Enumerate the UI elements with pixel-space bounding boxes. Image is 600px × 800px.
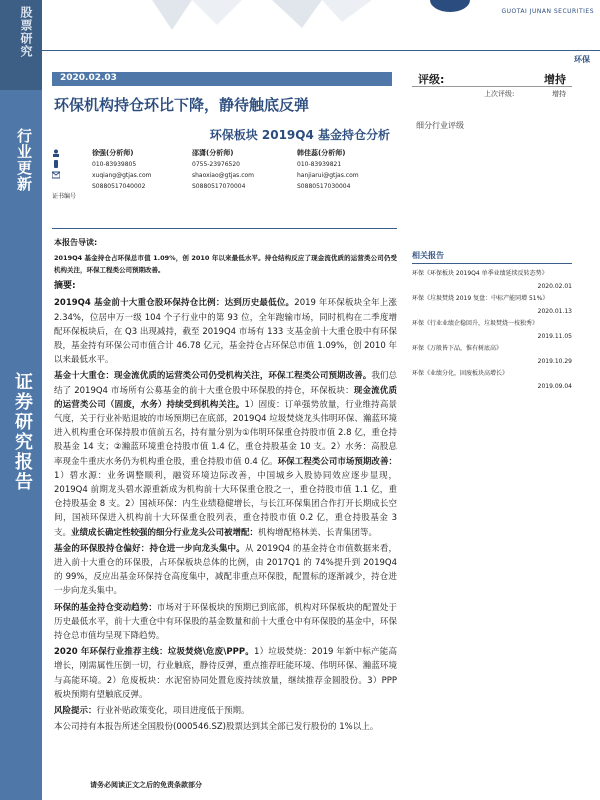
report-title: 环保机构持仓环比下降，静待触底反弹 [54, 96, 310, 114]
paragraph-text: 1）固废：订单强势放量，行业维持高景气度，关于行业补贴退坡的市场预期已在底部，2019Q4 垃圾焚烧龙头伟明环保、瀚蓝环境进入机构重仓环保持股市值前五名，持有量分别为①伟明环保重仓持股市值 2.8 亿，重仓持股基金 14 支；②瀚蓝环境重仓持股市值 1.4 亿，重仓持股基金 10 支。2）水务：高股息率现金牛重庆水务仍为机构重仓股，重仓持股市值 0.4 亿。 [54, 399, 397, 467]
paragraph: 本公司持有本报告所述全国股份(000546.SZ)股票达到其全部已发行股份的 1%以上。 [54, 722, 379, 733]
sidebar-middle-label: 行业更新 [15, 128, 33, 192]
report-body [54, 236, 397, 737]
analyst-card [297, 148, 407, 192]
report-subtitle: 环保板块 2019Q4 基金持仓分析 [209, 128, 390, 142]
related-report-date: 2019.09.04 [537, 383, 572, 390]
rating-divider [412, 86, 572, 87]
related-report-date: 2019.10.29 [537, 358, 572, 365]
paragraph-lead: 环保的基金持仓变动趋势： [54, 602, 157, 613]
paragraph-emphasis: 现金流优质的运营类公司（固废，水务）持续受到机构关注。 [54, 385, 397, 410]
rating-box [412, 66, 572, 102]
related-report-date: 2020.01.13 [537, 308, 572, 315]
paragraph-text: 从 2019Q4 的基金持仓市值数据来看，进入前十大重仓的环保股，占环保板块总体的比例，由 2017Q1 的 74%提升到 2019Q4 的 99%，反应出基金环保持仓高度集中，减配非重点环保股，配置标的逐渐减少，持仓进一步向龙头集中。 [54, 543, 397, 597]
paragraph-text: 1）碧水源：业务调整顺利，融资环境边际改善，中国城乡入股协同效应逐步显现，2019Q4 前期龙头碧水源重新成为机构前十大环保重仓股之一，重仓持股市值 1.1 亿，重仓持股基金 8 支。2）国祯环保：内生业绩稳健增长，与长江环保集团合作打开长期成长空间，国祯环保进入机构前十大环保重仓股列表，重仓持股市值 0.2 亿，重仓持股基金 3 支。 [54, 470, 397, 538]
related-reports [412, 250, 572, 393]
company-logo [430, 0, 600, 24]
related-report-item[interactable]: 环保《业绩分化，固废板块高增长》 [412, 370, 509, 377]
paragraph-text: 行业补贴政策变化，项目进度低于预期。 [96, 706, 250, 717]
paragraph-lead: 基金十大重仓：现金流优质的运营类公司仍受机构关注，环保工程类公司预期改善。 [54, 371, 372, 382]
report-date: 2020.02.03 [60, 73, 117, 83]
rating-label: 评级: [418, 73, 445, 86]
related-report-item[interactable]: 环保《万般皆下品，惟有树底高》 [412, 345, 503, 352]
paragraph-lead: 基金的环保股持仓偏好：持仓进一步向龙头集中。 [54, 543, 245, 554]
paragraph-emphasis: 环保工程类公司市场预期改善： [277, 456, 397, 467]
paragraph [54, 369, 397, 539]
paragraph-text: 我们总结了 2019Q4 市场所有公募基金的前十大重仓股中环保股的持仓，环保板块： [54, 371, 397, 396]
paragraph-lead: 风险提示： [54, 706, 97, 717]
related-report-item[interactable]: 环保《垃圾焚烧 2019 复盘：中标产能同增 51%》 [412, 295, 549, 302]
sidebar-top-label: 股票研究 [19, 6, 33, 58]
analyst-name: 徐强(分析师) [92, 149, 134, 157]
analyst-cert: S0880517040002 [92, 183, 146, 190]
sidebar [0, 0, 42, 800]
guide-text: 2019Q4 基金持仓占环保总市值 1.09%，创 2010 年以来最低水平。持仓结构反应了现金流优质的运营类公司仍受机构关注，环保工程类公司预期改善。 [54, 254, 397, 275]
rating-value: 增持 [544, 73, 566, 86]
guide-title: 本报告导读: [54, 238, 98, 247]
company-brand: GUOTAI JUNAN SECURITIES [501, 8, 594, 15]
analyst-email[interactable]: xuqiang@gtjas.com [92, 172, 152, 179]
related-report-item[interactable]: 环保《环保板块 2019Q4 单季业绩延续反转态势》 [412, 270, 548, 277]
analyst-email[interactable]: shaoxiao@gtjas.com [192, 172, 255, 179]
analyst-name: 韩佳蕊(分析师) [297, 149, 346, 157]
sub-industry-rating-label: 细分行业评级 [416, 121, 464, 130]
phone-icon [52, 160, 60, 168]
person-icon [52, 149, 60, 157]
paragraph-text: 2019 年环保板块全年上涨 2.34%，位居申万一级 104 个子行业中的第 93 位，全年跑输市场，同时机构在二季度增配环保板块后，在 Q3 出现减持，截至 2019Q4 市场有 133 支基金前十大重仓股中有环保股，基金持有环保公司市值合计 46.78 亿元，基金持仓占环保总市值 1.09%，创 2010 年以来最低水平。 [54, 298, 397, 366]
related-report-item[interactable]: 环保《行业业绩企稳回升，垃圾焚烧一枝独秀》 [412, 320, 539, 327]
paragraph [54, 601, 397, 644]
analyst-phone: 010-83939821 [297, 161, 342, 168]
paragraph [54, 296, 397, 367]
analyst-email[interactable]: hanjiarui@gtjas.com [297, 172, 359, 179]
footer-disclaimer: 请务必阅读正文之后的免责条款部分 [90, 781, 202, 789]
related-reports-title: 相关报告 [412, 250, 572, 264]
related-report-date: 2019.11.05 [537, 333, 572, 340]
paragraph-emphasis: 业绩成长确定性较强的细分行业龙头公司被增配： [71, 527, 259, 538]
paragraph-lead: 2020 年环保行业推荐主线：垃圾焚烧\危废\PPP。 [54, 647, 254, 658]
cert-label: 证书编号 [52, 193, 77, 200]
paragraph-text: 1）垃圾焚烧：2019 年新中标产能高增长，刚需属性压倒一切，行业触底，静待反弹，重点推荐旺能环境、伟明环保、瀚蓝环境与高能环境。2）危废板块：水泥窑协同处置危废持续放量，继续推荐金圆股份。3）PPP 板块预期有望触底反弹。 [54, 647, 397, 700]
analyst-card [192, 148, 302, 192]
analyst-name: 邵潇(分析师) [192, 149, 234, 157]
paragraph-text: 机构增配格林美、长青集团等。 [258, 527, 378, 538]
sidebar-bottom-label: 证券研究报告 [12, 372, 33, 492]
paragraph [54, 704, 397, 718]
analyst-block [52, 148, 397, 230]
paragraph-text: 市场对于环保板块的预期已到底部，机构对环保板块的配置处于历史最低水平，前十大重仓中有环保股的基金数量和前十大重仓中有环保股的基金中，环保持仓总市值均呈现下降趋势。 [54, 602, 397, 642]
previous-rating-label: 上次评级: [484, 90, 515, 98]
sector-tag: 环保 [574, 55, 590, 64]
analyst-cert: S0880517070004 [192, 183, 246, 190]
header-rule [42, 50, 600, 51]
paragraph [54, 645, 397, 702]
paragraph-lead: 2019Q4 基金前十大重仓股环保持仓比例：达到历史最低位。 [54, 298, 295, 309]
analyst-phone: 0755-23976520 [192, 161, 240, 168]
date-bar [52, 72, 392, 86]
previous-rating-value: 增持 [552, 90, 566, 98]
email-icon [52, 171, 60, 179]
analyst-card [92, 148, 202, 192]
summary-title: 摘要: [54, 281, 76, 292]
analyst-phone: 010-83939805 [92, 161, 137, 168]
related-report-date: 2020.02.01 [537, 283, 572, 290]
header-decoration [152, 0, 372, 30]
analyst-cert: S0880517030004 [297, 183, 351, 190]
analyst-divider [52, 228, 397, 229]
logo-mark-icon [430, 0, 470, 14]
paragraph [54, 542, 397, 599]
